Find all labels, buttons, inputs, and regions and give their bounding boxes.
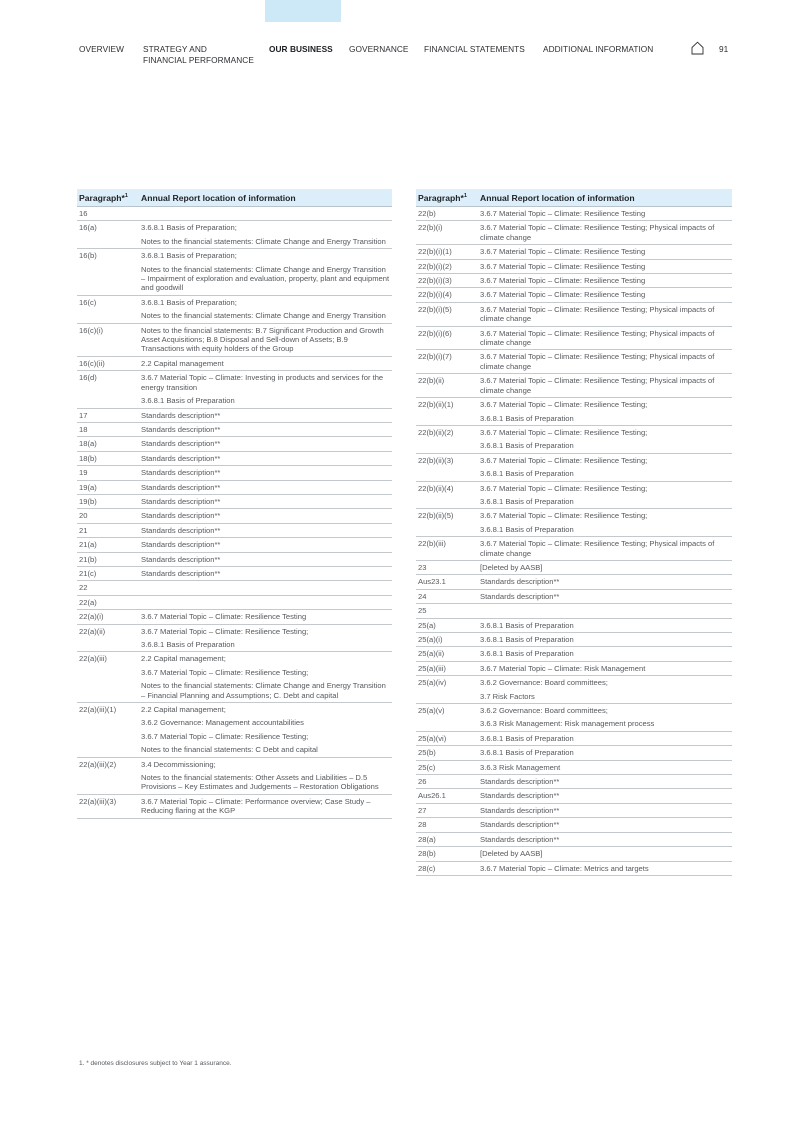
paragraph-ref: 22(b)(i)(4)	[416, 288, 478, 302]
paragraph-ref: 22(a)(iii)	[77, 652, 139, 703]
paragraph-ref: 25(b)	[416, 746, 478, 760]
table-row	[416, 288, 732, 302]
report-location	[478, 647, 732, 661]
report-location	[139, 221, 392, 249]
report-location	[478, 604, 732, 618]
location-line: 3.6.7 Material Topic – Climate: Resilience Testing	[480, 247, 646, 257]
report-location	[478, 560, 732, 574]
paragraph-ref: 16(c)(i)	[77, 323, 139, 356]
report-location	[139, 437, 392, 451]
table-row	[77, 295, 392, 323]
location-line: 3.6.7 Material Topic – Climate: Resilience Testing;	[141, 731, 309, 741]
location-line: 3.6.7 Material Topic – Climate: Resilience Testing; Physical impacts of climate change	[480, 352, 715, 371]
report-location	[139, 581, 392, 595]
paragraph-ref: 22(b)(i)(7)	[416, 350, 478, 374]
table-row	[77, 595, 392, 609]
report-location	[478, 861, 732, 875]
report-location	[478, 832, 732, 846]
location-line: 3.6.7 Material Topic – Climate: Resilience Testing	[480, 290, 646, 300]
location-line: 3.4 Decommissioning;	[141, 759, 216, 769]
nav-overview[interactable]: OVERVIEW	[79, 44, 124, 54]
nav-strategy[interactable]	[143, 44, 254, 66]
location-line: Notes to the financial statements: B.7 Significant Production and Growth Asset Acquisitions; B.8 Disposal and Sell-down of Assets; B.9 Transactions with equity holders of the Group	[141, 325, 384, 354]
paragraph-ref: 22	[77, 581, 139, 595]
location-line: 3.6.8.1 Basis of Preparation	[480, 635, 574, 644]
table-row	[416, 207, 732, 221]
location-line: 3.6.7 Material Topic – Climate: Resilience Testing; Physical impacts of climate change	[480, 223, 715, 242]
paragraph-ref: 22(a)	[77, 595, 139, 609]
table-row	[416, 302, 732, 326]
paragraph-ref: 22(b)	[416, 207, 478, 221]
report-location	[478, 633, 732, 647]
report-location	[478, 537, 732, 561]
location-line: Standards description**	[141, 468, 221, 478]
report-location	[139, 295, 392, 323]
paragraph-ref: 22(b)(ii)(5)	[416, 509, 478, 537]
report-location	[478, 374, 732, 398]
paragraph-ref: 16(d)	[77, 371, 139, 408]
paragraph-ref: 19(a)	[77, 480, 139, 494]
report-location	[478, 274, 732, 288]
report-location	[478, 847, 732, 861]
location-line: 3.6.7 Material Topic – Climate: Performance overview; Case Study – Reducing flaring at the KGP	[141, 796, 371, 816]
paragraph-ref: 22(b)(i)(6)	[416, 326, 478, 350]
table-row	[416, 575, 732, 589]
location-line: 3.6.8.1 Basis of Preparation	[480, 748, 574, 758]
location-line: 2.2 Capital management	[141, 358, 224, 368]
table-row	[77, 221, 392, 249]
table-row	[416, 221, 732, 245]
location-line: Standards description**	[480, 577, 560, 587]
paragraph-ref: 27	[416, 803, 478, 817]
report-location	[139, 552, 392, 566]
report-location	[139, 323, 392, 356]
table-row	[416, 245, 732, 259]
paragraph-ref: 19	[77, 466, 139, 480]
table-row	[416, 789, 732, 803]
disclosure-index-table-right	[416, 189, 732, 876]
paragraph-ref: 22(b)(i)(5)	[416, 302, 478, 326]
report-location	[478, 618, 732, 632]
table-row	[77, 794, 392, 818]
paragraph-ref: 22(b)(i)(3)	[416, 274, 478, 288]
location-line: Standards description**	[141, 525, 221, 535]
paragraph-ref: 21(a)	[77, 538, 139, 552]
location-line: 3.6.8.1 Basis of Preparation;	[141, 251, 237, 261]
location-line: 3.6.8.1 Basis of Preparation	[480, 441, 574, 451]
paragraph-ref: 17	[77, 408, 139, 422]
report-location	[478, 302, 732, 326]
location-line: 3.6.8.1 Basis of Preparation	[480, 469, 574, 479]
location-line: Standards description**	[141, 511, 221, 521]
paragraph-ref: 28(b)	[416, 847, 478, 861]
paragraph-ref: 21(c)	[77, 566, 139, 580]
report-location	[478, 288, 732, 302]
report-location	[478, 803, 732, 817]
table-row	[77, 451, 392, 465]
nav-our-business[interactable]: OUR BUSINESS	[269, 44, 333, 54]
report-location	[139, 624, 392, 652]
table-row	[416, 537, 732, 561]
location-line: 3.6.7 Material Topic – Climate: Investing in products and services for the energy transition	[141, 373, 384, 392]
paragraph-ref: 22(b)(i)	[416, 221, 478, 245]
paragraph-ref: 22(b)(ii)(3)	[416, 453, 478, 481]
table-row	[77, 757, 392, 794]
table-row	[416, 861, 732, 875]
report-location	[139, 652, 392, 703]
report-location	[139, 523, 392, 537]
paragraph-ref: 25	[416, 604, 478, 618]
table-row	[416, 398, 732, 426]
table-row	[416, 775, 732, 789]
report-location	[478, 245, 732, 259]
location-line: Standards description**	[141, 496, 221, 506]
table-row	[77, 466, 392, 480]
report-location	[139, 466, 392, 480]
report-location	[139, 703, 392, 758]
table-row	[416, 425, 732, 453]
location-line: 3.6.2 Governance: Board committees;	[480, 706, 608, 716]
paragraph-ref: 25(a)(iii)	[416, 661, 478, 675]
paragraph-ref: 16(b)	[77, 249, 139, 296]
header-location: Annual Report location of information	[139, 189, 392, 207]
location-line: Standards description**	[480, 791, 560, 801]
paragraph-ref: 22(a)(iii)(2)	[77, 757, 139, 794]
table-row	[77, 249, 392, 296]
location-line: 3.6.7 Material Topic – Climate: Resilience Testing	[480, 209, 646, 218]
table-row	[77, 422, 392, 436]
location-line: Standards description**	[141, 410, 221, 420]
location-line: 3.6.7 Material Topic – Climate: Resilience Testing;	[141, 626, 309, 636]
report-location	[478, 221, 732, 245]
location-line: 3.6.8.1 Basis of Preparation	[141, 640, 235, 649]
location-line: 3.6.7 Material Topic – Climate: Resilience Testing;	[480, 511, 648, 521]
table-row	[416, 453, 732, 481]
location-line: Standards description**	[480, 591, 560, 601]
report-location	[139, 595, 392, 609]
nav-strategy-line2: FINANCIAL PERFORMANCE	[143, 55, 254, 65]
location-line: 3.6.7 Material Topic – Climate: Resilience Testing;	[480, 427, 648, 437]
paragraph-ref: 22(b)(iii)	[416, 537, 478, 561]
disclosure-index-table-left	[77, 189, 392, 819]
report-location	[139, 422, 392, 436]
table-row	[416, 731, 732, 745]
nav-financial-statements[interactable]: FINANCIAL STATEMENTS	[424, 44, 525, 54]
report-location	[139, 538, 392, 552]
table-row	[416, 604, 732, 618]
location-line: 3.6.7 Material Topic – Climate: Resilience Testing; Physical impacts of climate change	[480, 328, 715, 348]
location-line: 2.2 Capital management;	[141, 654, 226, 664]
table-row	[77, 371, 392, 408]
location-line: Standards description**	[141, 482, 221, 492]
section-accent-tab	[265, 0, 341, 22]
paragraph-ref: 22(b)(ii)	[416, 374, 478, 398]
location-line: 3.6.3 Risk Management	[480, 762, 561, 772]
table-row	[416, 746, 732, 760]
location-line: Standards description**	[141, 424, 221, 434]
header-paragraph: Paragraph*$^1$	[77, 189, 139, 207]
location-line: Standards description**	[480, 805, 560, 815]
table-row	[77, 624, 392, 652]
paragraph-ref: 26	[416, 775, 478, 789]
table-row	[416, 818, 732, 832]
paragraph-ref: 19(b)	[77, 494, 139, 508]
location-line: 3.6.2 Governance: Board committees;	[480, 678, 608, 688]
paragraph-ref: 20	[77, 509, 139, 523]
table-row	[77, 356, 392, 370]
paragraph-ref: 25(a)(iv)	[416, 676, 478, 704]
table-row	[416, 350, 732, 374]
table-row	[77, 509, 392, 523]
paragraph-ref: 25(a)(ii)	[416, 647, 478, 661]
paragraph-ref: 22(b)(i)(1)	[416, 245, 478, 259]
location-line: 3.6.7 Material Topic – Climate: Resilience Testing; Physical impacts of climate change	[480, 376, 715, 395]
table-row	[77, 323, 392, 356]
paragraph-ref: 16(c)(ii)	[77, 356, 139, 370]
location-line: 3.6.7 Material Topic – Climate: Resilience Testing;	[141, 667, 309, 677]
report-location	[478, 453, 732, 481]
report-location	[139, 494, 392, 508]
table-row	[77, 207, 392, 221]
location-line: [Deleted by AASB]	[480, 562, 543, 572]
report-location	[139, 207, 392, 221]
nav-governance[interactable]: GOVERNANCE	[349, 44, 409, 54]
location-line: 3.6.7 Material Topic – Climate: Metrics and targets	[480, 863, 649, 873]
top-navigation	[79, 44, 733, 74]
location-line: Notes to the financial statements: Climate Change and Energy Transition	[141, 236, 386, 246]
location-line: Notes to the financial statements: Climate Change and Energy Transition	[141, 311, 386, 321]
paragraph-ref: 28(a)	[416, 832, 478, 846]
report-location	[478, 509, 732, 537]
table-row	[416, 647, 732, 661]
table-row	[416, 589, 732, 603]
report-location	[139, 371, 392, 408]
table-row	[77, 610, 392, 624]
report-location	[478, 676, 732, 704]
paragraph-ref: 25(a)(i)	[416, 633, 478, 647]
paragraph-ref: 18(a)	[77, 437, 139, 451]
location-line: 3.6.3 Risk Management: Risk management process	[480, 719, 655, 729]
page-number: 91	[719, 44, 729, 54]
footnote: 1. * denotes disclosures subject to Year 1 assurance.	[79, 1060, 232, 1067]
table-row	[416, 326, 732, 350]
location-line: 3.6.8.1 Basis of Preparation	[480, 649, 574, 659]
location-line: Standards description**	[480, 777, 560, 787]
location-line: 3.6.8.1 Basis of Preparation	[480, 413, 574, 423]
paragraph-ref: 16(c)	[77, 295, 139, 323]
location-line: Notes to the financial statements: C Debt and capital	[141, 745, 318, 755]
table-row	[416, 832, 732, 846]
paragraph-ref: 22(a)(i)	[77, 610, 139, 624]
table-row	[416, 847, 732, 861]
paragraph-ref: 22(b)(i)(2)	[416, 259, 478, 273]
paragraph-ref: 21	[77, 523, 139, 537]
report-location	[478, 789, 732, 803]
paragraph-ref: 22(b)(ii)(2)	[416, 425, 478, 453]
paragraph-ref: 22(a)(iii)(3)	[77, 794, 139, 818]
location-line: 3.6.8.1 Basis of Preparation	[480, 496, 574, 506]
location-line: 3.6.7 Material Topic – Climate: Resilience Testing	[141, 612, 307, 622]
location-line: [Deleted by AASB]	[480, 849, 543, 859]
location-line: Standards description**	[480, 820, 560, 830]
report-location	[478, 589, 732, 603]
report-location	[478, 760, 732, 774]
report-location	[139, 356, 392, 370]
report-location	[139, 509, 392, 523]
report-location	[139, 794, 392, 818]
location-line: Notes to the financial statements: Climate Change and Energy Transition – Financial Planning and Assumptions; C. Debt and capital	[141, 681, 386, 700]
report-location	[139, 451, 392, 465]
paragraph-ref: 22(a)(iii)(1)	[77, 703, 139, 758]
table-row	[77, 480, 392, 494]
table-row	[416, 676, 732, 704]
location-line: Standards description**	[480, 834, 560, 844]
location-line: 3.6.7 Material Topic – Climate: Resilience Testing; Physical impacts of climate change	[480, 304, 715, 324]
table-row	[77, 652, 392, 703]
home-icon[interactable]	[691, 41, 704, 55]
table-row	[77, 538, 392, 552]
location-line: Standards description**	[141, 439, 221, 449]
report-location	[139, 610, 392, 624]
report-location	[139, 249, 392, 296]
header-paragraph: Paragraph*$^1$	[416, 189, 478, 207]
report-location	[478, 818, 732, 832]
table-header-row	[77, 189, 392, 207]
location-line: Notes to the financial statements: Climate Change and Energy Transition – Impairment of exploration and evaluation, property, plant and equipment and goodwill	[141, 264, 390, 293]
paragraph-ref: 24	[416, 589, 478, 603]
paragraph-ref: 18	[77, 422, 139, 436]
report-location	[139, 408, 392, 422]
report-location	[139, 757, 392, 794]
location-line: 3.6.8.1 Basis of Preparation;	[141, 223, 237, 233]
paragraph-ref: 22(a)(ii)	[77, 624, 139, 652]
table-row	[416, 803, 732, 817]
location-line: 3.6.7 Material Topic – Climate: Resilience Testing;	[480, 483, 648, 493]
table-row	[416, 481, 732, 509]
table-row	[416, 509, 732, 537]
location-line: 3.6.7 Material Topic – Climate: Resilience Testing	[480, 261, 646, 271]
report-location	[478, 259, 732, 273]
report-location	[478, 207, 732, 221]
location-line: 3.6.8.1 Basis of Preparation	[480, 620, 574, 630]
location-line: Standards description**	[141, 453, 221, 463]
location-line: 3.6.7 Material Topic – Climate: Risk Management	[480, 663, 646, 673]
table-row	[416, 374, 732, 398]
report-location	[478, 481, 732, 509]
nav-additional-information[interactable]: ADDITIONAL INFORMATION	[543, 44, 654, 54]
table-row	[416, 633, 732, 647]
paragraph-ref: 25(a)(v)	[416, 704, 478, 732]
table-row	[416, 760, 732, 774]
location-line: 3.6.7 Material Topic – Climate: Resilience Testing; Physical impacts of climate change	[480, 539, 715, 558]
report-location	[478, 704, 732, 732]
location-line: 2.2 Capital management;	[141, 705, 226, 715]
report-location	[478, 575, 732, 589]
report-location	[478, 731, 732, 745]
report-location	[478, 425, 732, 453]
paragraph-ref: 16	[77, 207, 139, 221]
location-line: 3.6.7 Material Topic – Climate: Resilience Testing	[480, 276, 646, 286]
location-line: Notes to the financial statements: Other Assets and Liabilities – D.5 Provisions – Key Estimates and Judgements – Restoration Obligations	[141, 773, 379, 792]
location-line: 3.6.2 Governance: Management accountabilities	[141, 718, 304, 728]
table-row	[416, 618, 732, 632]
table-row	[416, 560, 732, 574]
table-row	[416, 274, 732, 288]
paragraph-ref: Aus23.1	[416, 575, 478, 589]
report-location	[478, 326, 732, 350]
paragraph-ref: Aus26.1	[416, 789, 478, 803]
report-location	[139, 566, 392, 580]
paragraph-ref: 22(b)(ii)(4)	[416, 481, 478, 509]
paragraph-ref: 21(b)	[77, 552, 139, 566]
paragraph-ref: 25(a)(vi)	[416, 731, 478, 745]
paragraph-ref: 22(b)(ii)(1)	[416, 398, 478, 426]
table-row	[77, 552, 392, 566]
table-row	[77, 437, 392, 451]
table-row	[416, 661, 732, 675]
location-line: 3.6.7 Material Topic – Climate: Resilience Testing;	[480, 400, 648, 410]
location-line: 3.6.8.1 Basis of Preparation	[141, 396, 235, 406]
report-location	[478, 350, 732, 374]
nav-strategy-line1: STRATEGY AND	[143, 44, 207, 54]
table-row	[77, 494, 392, 508]
paragraph-ref: 28(c)	[416, 861, 478, 875]
table-row	[77, 523, 392, 537]
table-header-row	[416, 189, 732, 207]
paragraph-ref: 25(c)	[416, 760, 478, 774]
report-location	[478, 398, 732, 426]
table-row	[77, 408, 392, 422]
report-location	[478, 775, 732, 789]
location-line: Standards description**	[141, 568, 221, 578]
paragraph-ref: 23	[416, 560, 478, 574]
location-line: 3.6.8.1 Basis of Preparation	[480, 733, 574, 743]
table-row	[416, 259, 732, 273]
report-location	[478, 661, 732, 675]
location-line: Standards description**	[141, 554, 221, 564]
header-location: Annual Report location of information	[478, 189, 732, 207]
table-row	[416, 704, 732, 732]
paragraph-ref: 25(a)	[416, 618, 478, 632]
location-line: 3.6.8.1 Basis of Preparation;	[141, 297, 237, 307]
paragraph-ref: 18(b)	[77, 451, 139, 465]
table-row	[77, 581, 392, 595]
paragraph-ref: 28	[416, 818, 478, 832]
location-line: 3.6.7 Material Topic – Climate: Resilience Testing;	[480, 455, 648, 465]
paragraph-ref: 16(a)	[77, 221, 139, 249]
table-row	[77, 703, 392, 758]
table-row	[77, 566, 392, 580]
location-line: Standards description**	[141, 540, 221, 550]
location-line: 3.7 Risk Factors	[480, 691, 535, 701]
report-location	[139, 480, 392, 494]
report-location	[478, 746, 732, 760]
location-line: 3.6.8.1 Basis of Preparation	[480, 524, 574, 534]
